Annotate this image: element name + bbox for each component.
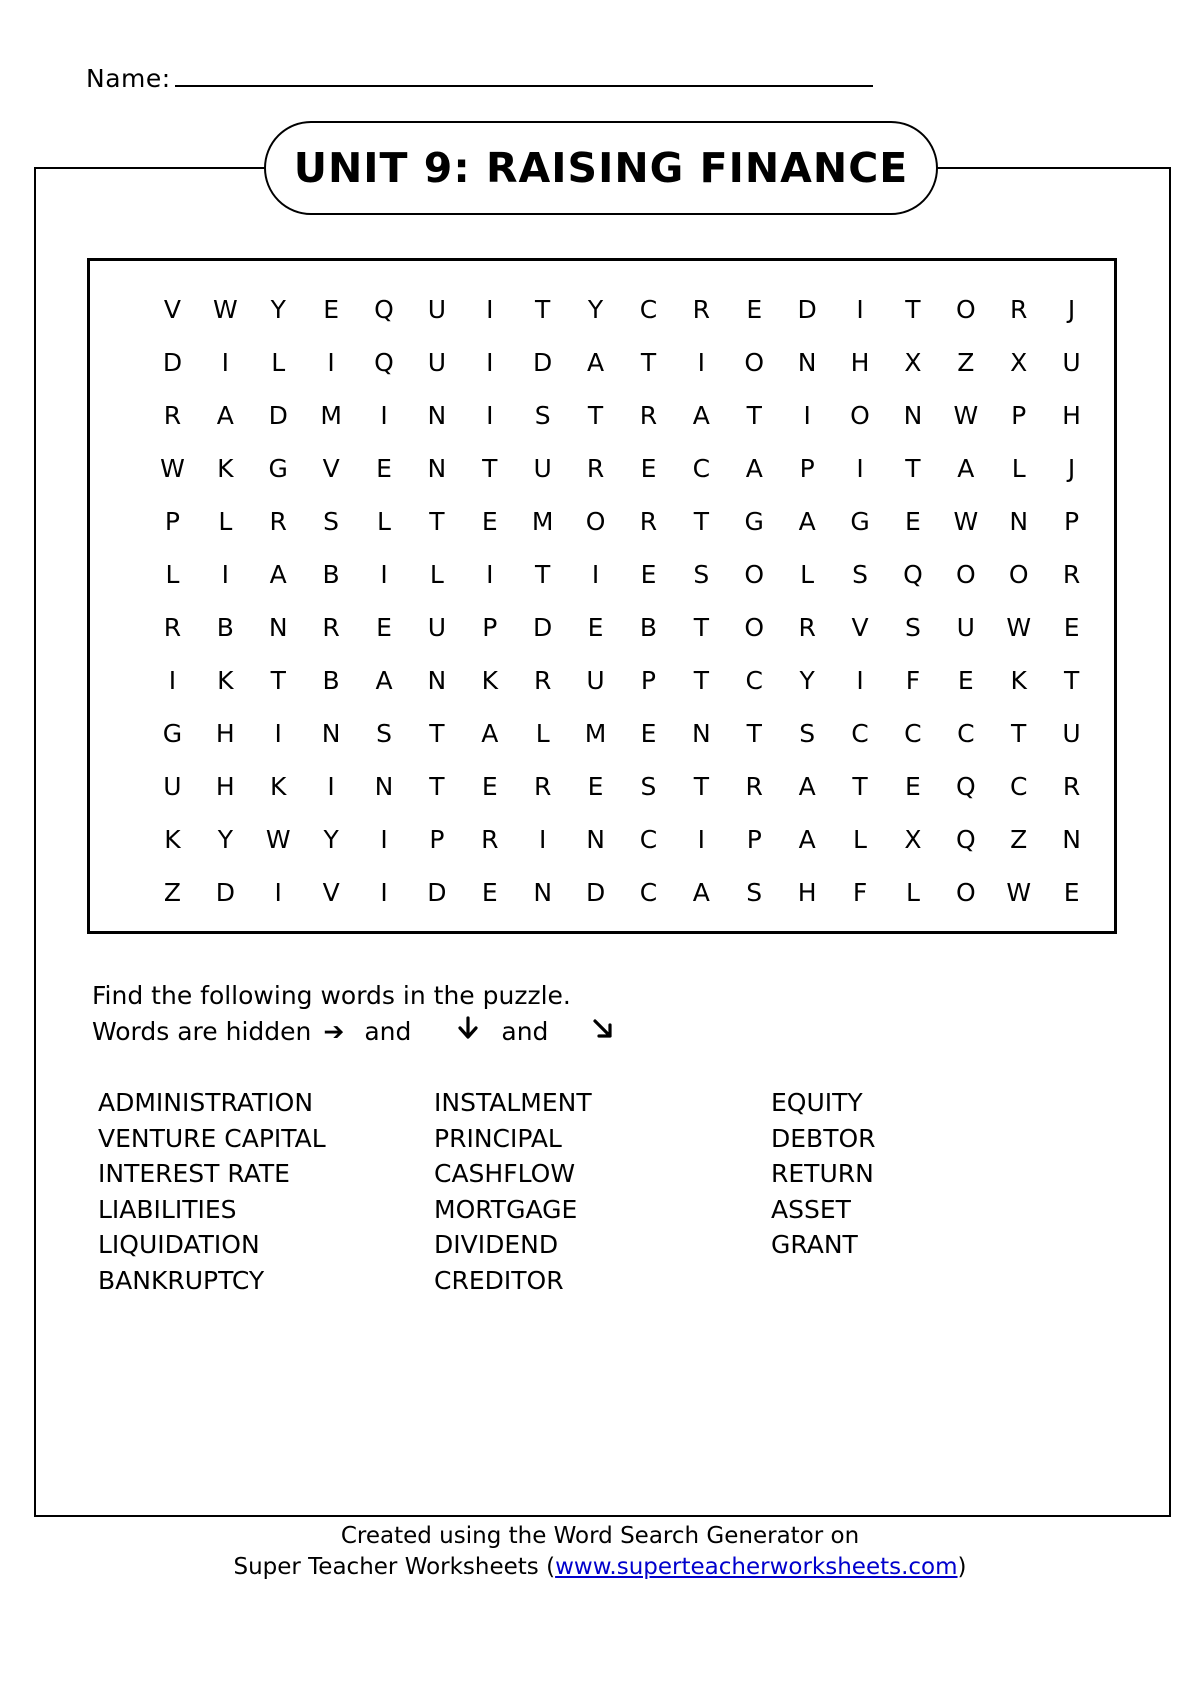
- name-line: [86, 64, 873, 93]
- grid-row: [146, 707, 1098, 760]
- grid-letter[interactable]: O: [955, 878, 976, 907]
- grid-letter[interactable]: R: [269, 507, 287, 536]
- grid-letter[interactable]: A: [481, 719, 499, 748]
- grid-letter[interactable]: U: [586, 666, 605, 695]
- grid-letter[interactable]: T: [1063, 666, 1080, 695]
- grid-letter[interactable]: T: [535, 560, 551, 589]
- grid-letter[interactable]: D: [533, 613, 553, 642]
- grid-letter[interactable]: S: [323, 507, 340, 536]
- grid-letter[interactable]: I: [380, 878, 388, 907]
- grid-letter[interactable]: R: [692, 295, 711, 324]
- and-label-2: and: [501, 1017, 549, 1046]
- grid-letter[interactable]: R: [639, 401, 658, 430]
- grid-letter[interactable]: S: [904, 613, 921, 642]
- word-item: PRINCIPAL: [434, 1123, 562, 1153]
- grid-letter[interactable]: R: [1010, 295, 1028, 324]
- grid-letter[interactable]: I: [486, 348, 494, 377]
- grid-letter[interactable]: I: [856, 666, 864, 695]
- grid-letter[interactable]: V: [322, 878, 340, 907]
- grid-letter[interactable]: H: [1062, 401, 1081, 430]
- grid-letter[interactable]: P: [1064, 507, 1080, 536]
- grid-letter[interactable]: E: [746, 295, 763, 324]
- grid-letter[interactable]: I: [380, 825, 388, 854]
- grid-letter[interactable]: Y: [217, 825, 233, 854]
- grid-letter[interactable]: T: [587, 401, 604, 430]
- grid-letter[interactable]: T: [270, 666, 286, 695]
- grid-letter[interactable]: I: [591, 560, 600, 589]
- grid-letter[interactable]: O: [744, 348, 765, 377]
- grid-letter[interactable]: I: [274, 878, 282, 907]
- grid-letter[interactable]: B: [216, 613, 234, 642]
- grid-letter[interactable]: T: [746, 401, 762, 430]
- grid-letter[interactable]: L: [905, 878, 920, 907]
- grid-letter[interactable]: T: [905, 454, 921, 483]
- grid-letter[interactable]: E: [640, 719, 657, 748]
- grid-letter[interactable]: O: [744, 613, 765, 642]
- grid-letter[interactable]: T: [1011, 719, 1027, 748]
- grid-letter[interactable]: U: [533, 454, 552, 483]
- word-item: ADMINISTRATION: [98, 1088, 314, 1117]
- grid-letter[interactable]: N: [268, 613, 288, 642]
- grid-letter[interactable]: I: [856, 295, 864, 324]
- grid-letter[interactable]: A: [216, 401, 234, 430]
- grid-letter[interactable]: P: [164, 507, 180, 536]
- grid-letter[interactable]: N: [427, 401, 447, 430]
- grid-letter[interactable]: P: [1011, 401, 1027, 430]
- grid-letter[interactable]: R: [163, 401, 182, 430]
- grid-letter[interactable]: U: [427, 613, 447, 642]
- word-item: DIVIDEND: [434, 1230, 559, 1259]
- grid-letter[interactable]: S: [799, 719, 816, 748]
- grid-letter[interactable]: X: [904, 348, 922, 377]
- grid-letter[interactable]: T: [693, 666, 709, 695]
- grid-letter[interactable]: I: [486, 295, 494, 324]
- grid-letter[interactable]: I: [856, 454, 864, 483]
- grid-letter[interactable]: T: [693, 772, 709, 801]
- word-item: MORTGAGE: [434, 1194, 578, 1224]
- page-title: [264, 121, 938, 215]
- grid-letter[interactable]: Q: [903, 560, 923, 589]
- grid-letter[interactable]: R: [533, 666, 552, 695]
- grid-letter[interactable]: A: [745, 454, 763, 483]
- grid-letter[interactable]: N: [1062, 825, 1081, 854]
- grid-letter[interactable]: I: [803, 401, 811, 430]
- grid-letter[interactable]: Z: [163, 878, 182, 907]
- grid-letter[interactable]: O: [955, 295, 976, 324]
- grid-letter[interactable]: A: [798, 507, 816, 536]
- grid-letter[interactable]: B: [322, 666, 340, 695]
- grid-letter[interactable]: Y: [323, 825, 339, 854]
- arrow-right-icon: ➔: [323, 1017, 345, 1046]
- grid-letter[interactable]: R: [481, 825, 499, 854]
- grid-letter[interactable]: M: [531, 507, 554, 536]
- grid-letter[interactable]: L: [853, 825, 867, 854]
- grid-letter[interactable]: Y: [270, 295, 286, 324]
- grid-row: [146, 654, 1098, 707]
- word-item: CREDITOR: [434, 1265, 564, 1295]
- grid-letter[interactable]: A: [798, 772, 816, 801]
- grid-letter[interactable]: I: [486, 560, 494, 589]
- grid-letter[interactable]: U: [956, 613, 975, 642]
- grid-letter[interactable]: E: [905, 507, 921, 536]
- grid-letter[interactable]: W: [212, 295, 238, 324]
- grid-letter[interactable]: T: [693, 613, 709, 642]
- footer-line-1: Created using the Word Search Generator on: [340, 1523, 860, 1549]
- word-item: ASSET: [771, 1194, 851, 1224]
- grid-letter[interactable]: P: [429, 825, 445, 854]
- grid-letter[interactable]: C: [1009, 772, 1028, 801]
- grid-letter[interactable]: I: [380, 560, 388, 589]
- grid-letter[interactable]: T: [693, 507, 709, 536]
- grid-letter[interactable]: K: [217, 666, 234, 695]
- grid-letter[interactable]: V: [322, 454, 340, 483]
- grid-letter[interactable]: C: [639, 295, 658, 324]
- grid-letter[interactable]: V: [851, 613, 869, 642]
- word-list-column-2: [434, 1085, 592, 1298]
- grid-letter[interactable]: D: [585, 878, 606, 907]
- grid-letter[interactable]: Q: [955, 772, 976, 801]
- grid-letter[interactable]: T: [640, 348, 657, 377]
- grid-letter[interactable]: W: [1006, 613, 1032, 642]
- grid-letter[interactable]: A: [269, 560, 287, 589]
- grid-letter[interactable]: D: [797, 295, 817, 324]
- grid-letter[interactable]: L: [218, 507, 233, 536]
- grid-letter[interactable]: T: [429, 772, 445, 801]
- grid-letter[interactable]: G: [162, 719, 183, 748]
- grid-letter[interactable]: R: [533, 772, 552, 801]
- grid-letter[interactable]: G: [850, 507, 870, 536]
- grid-letter[interactable]: B: [322, 560, 340, 589]
- grid-letter[interactable]: X: [904, 825, 922, 854]
- grid-letter[interactable]: P: [746, 825, 762, 854]
- grid-letter[interactable]: C: [957, 719, 975, 748]
- grid-letter[interactable]: K: [217, 454, 234, 483]
- grid-letter[interactable]: P: [640, 666, 656, 695]
- grid-row: [146, 389, 1098, 442]
- grid-letter[interactable]: Q: [955, 825, 976, 854]
- grid-letter[interactable]: J: [1067, 454, 1076, 483]
- grid-letter[interactable]: C: [904, 719, 922, 748]
- grid-letter[interactable]: K: [1010, 666, 1027, 695]
- grid-letter[interactable]: E: [376, 454, 392, 483]
- grid-letter[interactable]: E: [640, 560, 657, 589]
- grid-row: [146, 813, 1098, 866]
- and-label-1: and: [364, 1017, 412, 1046]
- footer-line-2: [0, 1552, 1200, 1583]
- grid-letter[interactable]: D: [268, 401, 288, 430]
- grid-letter[interactable]: T: [852, 772, 868, 801]
- grid-row: [146, 866, 1098, 919]
- grid-letter[interactable]: C: [692, 454, 711, 483]
- grid-letter[interactable]: E: [640, 454, 657, 483]
- grid-letter[interactable]: C: [851, 719, 869, 748]
- grid-letter[interactable]: N: [533, 878, 553, 907]
- grid-letter[interactable]: N: [692, 719, 711, 748]
- grid-letter[interactable]: K: [164, 825, 181, 854]
- directions-prefix: Words are hidden: [92, 1017, 312, 1046]
- grid-letter[interactable]: S: [852, 560, 868, 589]
- grid-letter[interactable]: L: [377, 507, 391, 536]
- grid-letter[interactable]: I: [538, 825, 547, 854]
- grid-row: [146, 283, 1098, 336]
- grid-letter[interactable]: E: [323, 295, 340, 324]
- word-item: BANKRUPTCY: [98, 1265, 265, 1295]
- grid-letter[interactable]: A: [692, 878, 710, 907]
- grid-letter[interactable]: S: [640, 772, 657, 801]
- grid-letter[interactable]: Z: [957, 348, 975, 377]
- word-item: GRANT: [771, 1230, 858, 1259]
- grid-letter[interactable]: N: [427, 454, 447, 483]
- grid-letter[interactable]: T: [429, 719, 445, 748]
- name-label: Name:: [86, 64, 171, 93]
- grid-letter[interactable]: L: [429, 560, 444, 589]
- grid-letter[interactable]: W: [953, 507, 979, 536]
- word-item: INSTALMENT: [434, 1088, 592, 1117]
- word-item: LIABILITIES: [98, 1194, 237, 1224]
- grid-letter[interactable]: Q: [374, 348, 394, 377]
- word-search-grid: [146, 283, 1098, 919]
- grid-letter[interactable]: C: [745, 666, 763, 695]
- word-item: CASHFLOW: [434, 1159, 576, 1188]
- grid-letter[interactable]: U: [163, 772, 182, 801]
- arrow-diagonal-icon: [592, 1014, 614, 1050]
- grid-row: [146, 601, 1098, 654]
- footer-prefix: Super Teacher Worksheets (: [233, 1554, 556, 1580]
- grid-letter[interactable]: F: [905, 666, 921, 695]
- grid-letter[interactable]: D: [427, 878, 447, 907]
- footer: [0, 1521, 1200, 1583]
- grid-letter[interactable]: U: [427, 348, 447, 377]
- grid-letter[interactable]: T: [429, 507, 445, 536]
- grid-letter[interactable]: E: [481, 772, 498, 801]
- grid-letter[interactable]: B: [639, 613, 658, 642]
- grid-letter[interactable]: E: [905, 772, 921, 801]
- grid-letter[interactable]: K: [270, 772, 287, 801]
- grid-letter[interactable]: I: [380, 401, 388, 430]
- name-blank[interactable]: [175, 67, 873, 87]
- grid-letter[interactable]: S: [376, 719, 392, 748]
- grid-letter[interactable]: U: [1062, 719, 1081, 748]
- grid-letter[interactable]: E: [587, 613, 604, 642]
- instruction-line-2: [92, 1014, 614, 1050]
- grid-letter[interactable]: E: [587, 772, 604, 801]
- grid-letter[interactable]: R: [163, 613, 182, 642]
- grid-letter[interactable]: C: [639, 878, 658, 907]
- grid-letter[interactable]: L: [1011, 454, 1026, 483]
- grid-letter[interactable]: A: [798, 825, 816, 854]
- grid-letter[interactable]: E: [1063, 613, 1080, 642]
- grid-letter[interactable]: N: [427, 666, 447, 695]
- footer-suffix: ): [957, 1554, 967, 1580]
- grid-letter[interactable]: S: [534, 401, 551, 430]
- grid-letter[interactable]: A: [692, 401, 710, 430]
- grid-letter[interactable]: U: [427, 295, 447, 324]
- word-item: DEBTOR: [771, 1123, 876, 1153]
- instructions: [92, 978, 614, 1050]
- grid-letter[interactable]: N: [1009, 507, 1029, 536]
- grid-letter[interactable]: E: [481, 878, 498, 907]
- word-item: RETURN: [771, 1159, 874, 1188]
- grid-letter[interactable]: W: [953, 401, 979, 430]
- grid-letter[interactable]: M: [320, 401, 342, 430]
- grid-letter[interactable]: I: [697, 825, 706, 854]
- grid-letter[interactable]: E: [376, 613, 392, 642]
- grid-letter[interactable]: T: [746, 719, 762, 748]
- grid-letter[interactable]: D: [215, 878, 235, 907]
- grid-letter[interactable]: T: [482, 454, 498, 483]
- grid-letter[interactable]: H: [797, 878, 817, 907]
- grid-letter[interactable]: R: [1062, 560, 1081, 589]
- grid-letter[interactable]: L: [800, 560, 815, 589]
- grid-letter[interactable]: V: [163, 295, 181, 324]
- grid-letter[interactable]: H: [215, 719, 235, 748]
- grid-letter[interactable]: F: [852, 878, 868, 907]
- grid-letter[interactable]: H: [850, 348, 870, 377]
- grid-letter[interactable]: W: [160, 454, 185, 483]
- grid-letter[interactable]: E: [1063, 878, 1080, 907]
- grid-letter[interactable]: A: [957, 454, 975, 483]
- grid-letter[interactable]: I: [327, 348, 335, 377]
- grid-letter[interactable]: T: [905, 295, 921, 324]
- grid-letter[interactable]: C: [639, 825, 658, 854]
- grid-letter[interactable]: R: [798, 613, 816, 642]
- grid-letter[interactable]: S: [693, 560, 710, 589]
- word-item: LIQUIDATION: [98, 1230, 260, 1259]
- word-list-column-1: [98, 1085, 326, 1298]
- grid-letter[interactable]: D: [533, 348, 553, 377]
- word-list-column-3: [771, 1085, 876, 1263]
- grid-letter[interactable]: R: [745, 772, 763, 801]
- grid-letter[interactable]: I: [327, 772, 335, 801]
- grid-letter[interactable]: J: [1067, 295, 1076, 324]
- grid-row: [146, 760, 1098, 813]
- grid-letter[interactable]: E: [957, 666, 974, 695]
- grid-letter[interactable]: G: [268, 454, 288, 483]
- grid-letter[interactable]: Y: [587, 295, 604, 324]
- grid-letter[interactable]: Y: [799, 666, 815, 695]
- grid-letter[interactable]: D: [162, 348, 183, 377]
- grid-letter[interactable]: I: [486, 401, 494, 430]
- instruction-line-1: Find the following words in the puzzle.: [92, 981, 571, 1010]
- grid-row: [146, 442, 1098, 495]
- grid-letter[interactable]: M: [584, 719, 607, 748]
- grid-letter[interactable]: W: [1006, 878, 1032, 907]
- word-item: EQUITY: [771, 1088, 863, 1117]
- grid-letter[interactable]: U: [1062, 348, 1081, 377]
- grid-letter[interactable]: I: [168, 666, 177, 695]
- title-text: UNIT 9: RAISING FINANCE: [293, 144, 909, 192]
- word-item: VENTURE CAPITAL: [98, 1123, 326, 1153]
- grid-letter[interactable]: W: [265, 825, 291, 854]
- grid-letter[interactable]: N: [321, 719, 341, 748]
- grid-letter[interactable]: O: [585, 507, 606, 536]
- grid-letter[interactable]: E: [481, 507, 498, 536]
- arrow-down-icon: [457, 1014, 479, 1050]
- grid-letter[interactable]: O: [850, 401, 870, 430]
- grid-letter[interactable]: R: [322, 613, 340, 642]
- word-item: INTEREST RATE: [98, 1159, 290, 1188]
- grid-letter[interactable]: A: [375, 666, 393, 695]
- grid-letter[interactable]: L: [535, 719, 550, 748]
- grid-letter[interactable]: I: [221, 560, 230, 589]
- word-search-grid-box: [87, 258, 1117, 934]
- footer-link[interactable]: www.superteacherworksheets.com: [555, 1554, 958, 1580]
- grid-row: [146, 336, 1098, 389]
- grid-letter[interactable]: I: [221, 348, 230, 377]
- grid-letter[interactable]: R: [586, 454, 605, 483]
- grid-letter[interactable]: R: [639, 507, 658, 536]
- grid-letter[interactable]: R: [1062, 772, 1081, 801]
- grid-letter[interactable]: P: [799, 454, 815, 483]
- grid-letter[interactable]: O: [744, 560, 765, 589]
- grid-letter[interactable]: Z: [1010, 825, 1028, 854]
- grid-letter[interactable]: T: [535, 295, 551, 324]
- grid-letter[interactable]: A: [587, 348, 605, 377]
- grid-letter[interactable]: O: [955, 560, 976, 589]
- grid-letter[interactable]: H: [215, 772, 235, 801]
- grid-letter[interactable]: N: [586, 825, 605, 854]
- grid-letter[interactable]: N: [374, 772, 394, 801]
- grid-letter[interactable]: L: [165, 560, 180, 589]
- grid-letter[interactable]: Q: [374, 295, 394, 324]
- grid-letter[interactable]: N: [797, 348, 817, 377]
- grid-row: [146, 495, 1098, 548]
- grid-letter[interactable]: L: [271, 348, 286, 377]
- grid-letter[interactable]: I: [697, 348, 706, 377]
- grid-letter[interactable]: S: [746, 878, 763, 907]
- grid-letter[interactable]: K: [481, 666, 498, 695]
- grid-letter[interactable]: N: [903, 401, 923, 430]
- grid-letter[interactable]: G: [744, 507, 764, 536]
- grid-row: [146, 548, 1098, 601]
- grid-letter[interactable]: P: [482, 613, 498, 642]
- grid-letter[interactable]: I: [274, 719, 282, 748]
- grid-letter[interactable]: X: [1010, 348, 1028, 377]
- grid-letter[interactable]: O: [1008, 560, 1029, 589]
